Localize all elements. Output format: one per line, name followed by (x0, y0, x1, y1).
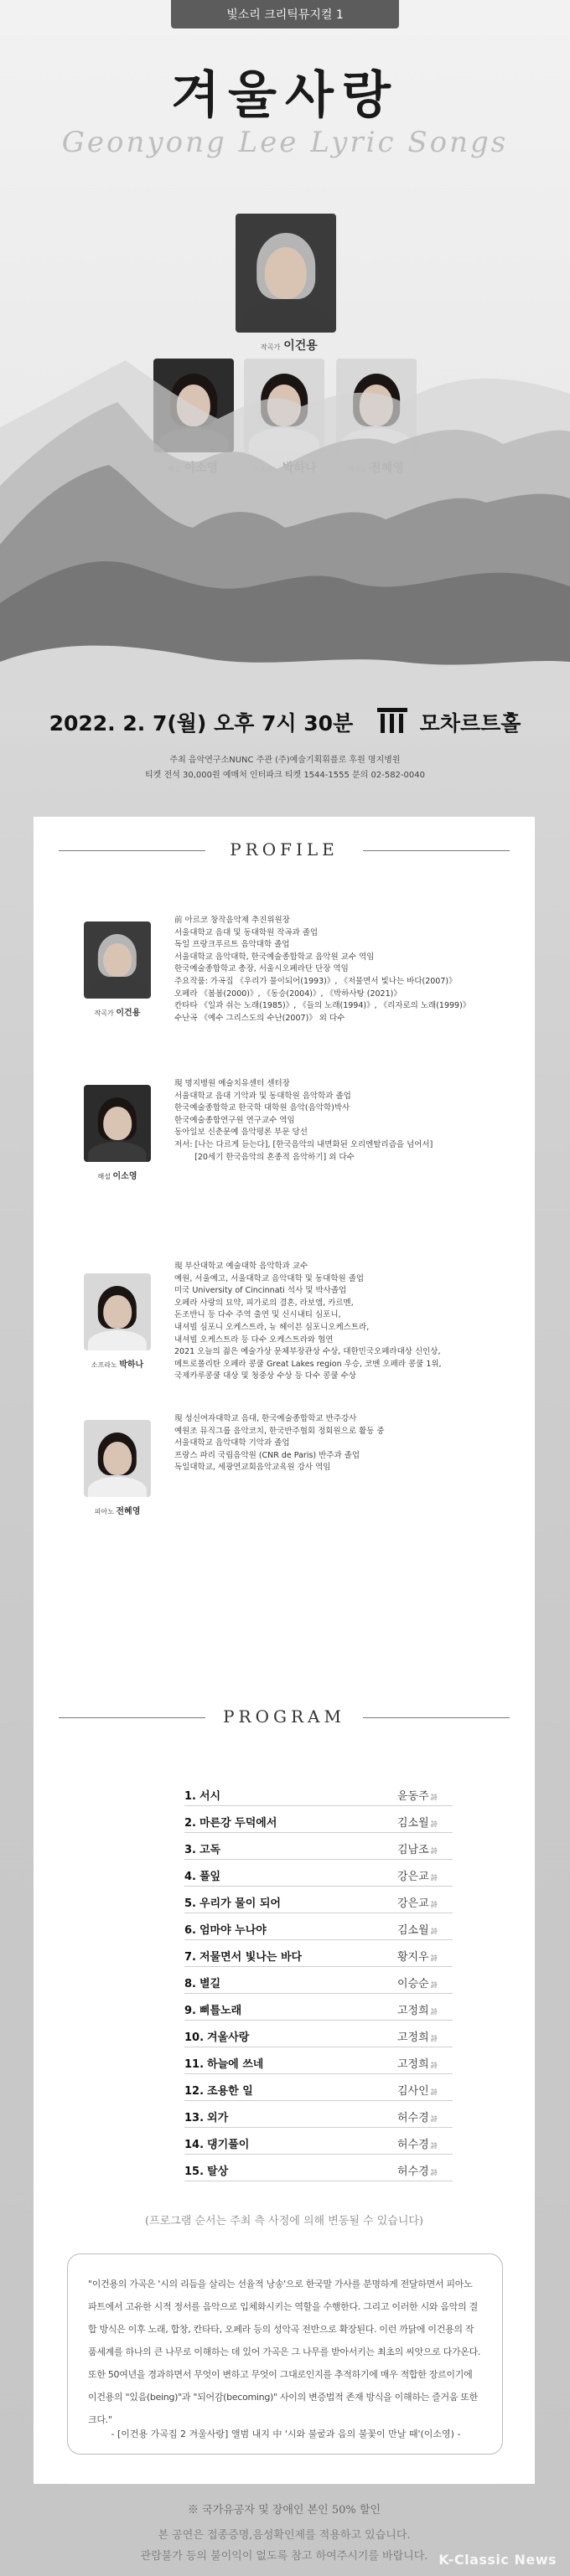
program-song (184, 1948, 302, 1964)
divider (363, 850, 510, 851)
program-number: 13. (184, 2112, 205, 2124)
program-row (184, 1807, 453, 1833)
poem-marker: 詩 (430, 1901, 438, 1908)
program-row (184, 2129, 453, 2155)
bio-caption: 작곡가 이건용 (94, 1009, 141, 1018)
poem-marker: 詩 (430, 2142, 438, 2150)
body-shape (88, 1330, 147, 1350)
profile-heading: PROFILE (230, 839, 339, 860)
quote-box (67, 2253, 503, 2455)
poem-marker: 詩 (430, 2169, 438, 2176)
poem-marker: 詩 (430, 1794, 438, 1801)
program-poet (397, 2055, 438, 2071)
poet-name: 김사인 (397, 2085, 429, 2098)
program-title: 겨울사랑 (207, 2031, 250, 2044)
divider (363, 1717, 510, 1718)
poem-marker: 詩 (430, 1847, 438, 1855)
program-number: 1. (184, 1790, 196, 1803)
face-shape (265, 247, 307, 299)
poet-name: 김남조 (397, 1844, 429, 1856)
program-number: 3. (184, 1844, 196, 1856)
bio-line: 서울대학교 음대 기악과 및 동대학원 음악학과 졸업 (174, 1091, 351, 1101)
quote-citation: - [이건용 가곡집 2 겨울사랑] 앨범 내지 中 '시와 불굴과 음의 불꽃이 만날 때'(이소영) - (111, 2429, 461, 2439)
bio-line: 한국예술종합학교 총장, 서울시오페라단 단장 역임 (174, 964, 349, 974)
program-poet (397, 2001, 438, 2017)
program-song (184, 1814, 277, 1830)
covid-notice-2: 관람불가 등의 불이익이 없도록 참고 하여주시기를 바랍니다. (140, 2550, 428, 2563)
program-title: 저물면서 빛나는 바다 (199, 1951, 303, 1964)
bio-line: 前 아르코 창작음악제 추진위원장 (174, 916, 290, 925)
program-number: 6. (184, 1924, 196, 1937)
quote-text: "이건용의 가곡은 '시의 리듬을 살리는 선율적 낭송'으로 한국말 가사를 분명하게 전달하면서 피아노 파트에서 고유한 시적 정서를 음악으로 입체화시키는 역할을 수행한다. 그리고 이러한 시와 음악의 결합 방식은 이후 노래, 합창, 칸타타, 오페라 등의 성악곡 전반으로 확장된다. 이런 까닭에 이건용의 작품세계를 하나의 큰 나무로 이해하는 데 있어 가곡은 그 나무를 받아서키는 최초의 씨앗으로 다가온다. 또한 50여년을 경과하면서 무엇이 변하고 무엇이 그대로인지를 추적하기에 매우 적합한 장르이기에 이건용의 "있음(being)"과 "되어감(becoming)" 사이의 변증법적 존재 방식을 이해하는 즐거움 또한 크다." (88, 2279, 481, 2425)
program-title: 엄마야 누나야 (199, 1924, 267, 1937)
poet-name: 허수경 (397, 2139, 429, 2151)
ink-mountains-illustration (0, 327, 570, 712)
program-number: 4. (184, 1871, 196, 1883)
program-number: 7. (184, 1951, 196, 1964)
program-song (184, 1787, 220, 1803)
poet-name: 이승순 (397, 1978, 429, 1990)
program-song (184, 2055, 263, 2071)
bio-line: 동아일보 신춘문예 음악평론 부문 당선 (174, 1128, 308, 1138)
program-title: 우리가 물이 되어 (199, 1897, 281, 1910)
content-card (34, 817, 535, 2484)
program-poet (397, 1894, 438, 1910)
divider (67, 2484, 503, 2485)
face-shape (103, 943, 132, 977)
series-tag: 빛소리 크리틱뮤지컬 1 (171, 0, 399, 28)
program-title: 조용한 일 (207, 2085, 253, 2098)
bio-text (174, 1413, 518, 1474)
program-title: 마른강 두덕에서 (199, 1817, 277, 1830)
poet-name: 강은교 (397, 1871, 429, 1883)
program-song (184, 1867, 220, 1883)
poem-marker: 詩 (430, 2008, 438, 2016)
program-number: 11. (184, 2058, 205, 2071)
bio-line: 오페라 《봄봄(2000)》, 《동승(2004)》, 《박하사탕 (2021)》 (174, 989, 402, 999)
poet-name: 고정희 (397, 2031, 429, 2044)
bio-line: 미국 University of Cincinnati 석사 및 박사졸업 (174, 1286, 347, 1296)
poem-marker: 詩 (430, 1820, 438, 1828)
venue-name: 모차르트홀 (419, 711, 521, 736)
program-row (184, 1834, 453, 1860)
bio-line: 내셔빌 심포니 오케스트라, 뉴 헤이븐 심포니오케스트라, (174, 1322, 370, 1332)
poem-marker: 詩 (430, 2115, 438, 2123)
bio-line: 프랑스 파리 국립음악원 (CNR de Paris) 반주과 졸업 (174, 1450, 360, 1460)
program-poet (397, 1975, 438, 1990)
program-row (184, 1887, 453, 1913)
poem-marker: 詩 (430, 1874, 438, 1882)
bio-photo-soprano (84, 1273, 151, 1350)
poem-marker: 詩 (430, 1928, 438, 1935)
bio-line: 現 부산대학교 예술대학 음악학과 교수 (174, 1262, 308, 1271)
program-row (184, 1968, 453, 1994)
bio-line: 現 명지병원 예술치유센터 센터장 (174, 1079, 290, 1088)
program-number: 9. (184, 2005, 196, 2017)
program-poet (397, 1787, 438, 1803)
program-song (184, 1894, 281, 1910)
face-shape (103, 1442, 132, 1475)
poet-name: 고정희 (397, 2005, 429, 2017)
bio-line: 돈조반니 등 다수 주역 출연 및 신시내티 심포니, (174, 1310, 341, 1320)
program-title: 서시 (199, 1790, 221, 1803)
program-number: 8. (184, 1978, 196, 1990)
bio-photo-commentator (84, 1085, 151, 1162)
poem-marker: 詩 (430, 2088, 438, 2096)
bio-line: 메트로폴리탄 오페라 콩쿨 Great Lakes region 우승, 코벤 오페라 콩쿨 1위, (174, 1359, 442, 1369)
bio-line: 수난곡 《예수 그리스도의 수난(2007)》 외 다수 (174, 1013, 345, 1023)
face-shape (103, 1107, 132, 1140)
poem-marker: 詩 (430, 2035, 438, 2042)
program-poet (397, 2109, 438, 2124)
program-song (184, 1975, 220, 1990)
organizers-line: 주최 음악연구소NUNC 주관 (주)예술기획휘플로 후원 명지병원 (169, 756, 401, 765)
program-number: 14. (184, 2139, 205, 2151)
program-row (184, 1995, 453, 2021)
bio-line: 한국예술종합학교 한국학 대학원 음악(음악학)박사 (174, 1103, 350, 1113)
program-poet (397, 2028, 438, 2044)
bio-line: 서울대학교 음악대학, 한국예술종합학교 음악원 교수 역임 (174, 952, 375, 962)
program-row (184, 2155, 453, 2181)
program-poet (397, 1921, 438, 1937)
discount-notice: ※ 국가유공자 및 장애인 본인 50% 할인 (188, 2504, 381, 2517)
bio-line: 예원, 서울예고, 서울대학교 음악대학 및 동대학원 졸업 (174, 1273, 365, 1283)
bio-text (174, 915, 518, 1025)
bio-line: 저서: [나는 다르게 듣는다], [한국음악의 내면화된 오리엔탈리즘을 넘어서] (174, 1139, 433, 1149)
program-title: 탈상 (207, 2166, 229, 2178)
program-poet (397, 1867, 438, 1883)
program-number: 2. (184, 1817, 196, 1830)
program-song (184, 2001, 241, 2017)
program-number: 15. (184, 2166, 205, 2178)
poet-name: 강은교 (397, 1897, 429, 1910)
program-title: 별길 (199, 1978, 221, 1990)
program-row (184, 2102, 453, 2128)
poem-marker: 詩 (430, 1954, 438, 1962)
bio-line: 現 성신여자대학교 음대, 한국예술종합학교 반주강사 (174, 1414, 357, 1423)
bio-caption: 해설 이소영 (97, 1172, 137, 1181)
program-title: 풀잎 (199, 1871, 221, 1883)
program-row (184, 1780, 453, 1806)
poet-name: 윤동주 (397, 1790, 429, 1803)
bio-line: 독일 프랑크푸르트 음악대학 졸업 (174, 940, 290, 950)
bio-line: 한국예술종합연구원 연구교수 역임 (174, 1115, 295, 1125)
program-title: 삐틀노래 (199, 2005, 242, 2017)
program-number: 10. (184, 2031, 205, 2044)
bio-line: 내셔빌 오케스트라 등 다수 오케스트라와 협연 (174, 1334, 334, 1345)
composer-photo (236, 214, 336, 333)
program-poet (397, 2135, 438, 2151)
program-title: 하늘에 쓰네 (207, 2058, 264, 2071)
main-title: 겨울사랑 (171, 66, 399, 125)
covid-notice: 본 공연은 접종증명,음성확인제를 적용하고 있습니다. (158, 2529, 411, 2542)
program-number: 12. (184, 2085, 205, 2098)
poem-marker: 詩 (430, 1981, 438, 1989)
program-song (184, 2162, 228, 2178)
bio-line: 예원조 뮤직그룹 음악코치, 한국반주협회 정회원으로 활동 중 (174, 1426, 385, 1436)
program-song (184, 2135, 249, 2151)
poet-name: 허수경 (397, 2112, 429, 2124)
bio-line: 칸타타 《일과 쉬는 노래(1985)》, 《들의 노래(1994)》, 《리자로의 노래(1999)》 (174, 1001, 471, 1011)
program-title: 고독 (199, 1844, 221, 1856)
concert-date: 2022. 2. 7(월) 오후 7시 30분 (49, 711, 354, 736)
face-shape (103, 1295, 132, 1329)
bio-text (174, 1261, 518, 1383)
program-poet (397, 1840, 438, 1856)
bio-line: [20세기 한국음악의 혼종적 음악하기] 외 다수 (174, 1152, 355, 1162)
program-number: 5. (184, 1897, 196, 1910)
bio-line: 서울대학교 음악대학 기악과 졸업 (174, 1438, 290, 1448)
program-song (184, 2028, 249, 2044)
program-song (184, 2109, 228, 2124)
date-venue-line (0, 706, 570, 737)
bio-line: 독일대학교, 세광연교회음악교육원 강사 역임 (174, 1463, 331, 1473)
bio-line: 서울대학교 음대 및 동대학원 작곡과 졸업 (174, 927, 319, 937)
tickets-line: 티켓 전석 30,000원 예매처 인터파크 티켓 1544-1555 문의 02-582-0040 (145, 771, 425, 780)
bio-photo-composer (84, 921, 151, 999)
program-row (184, 1861, 453, 1887)
body-shape (88, 1142, 147, 1162)
program-poet (397, 1948, 438, 1964)
bio-caption: 피아노 전혜영 (94, 1507, 141, 1516)
poet-name: 허수경 (397, 2166, 429, 2178)
poem-marker: 詩 (430, 2062, 438, 2069)
program-song (184, 2082, 253, 2098)
program-note: (프로그램 순서는 주최 측 사정에 의해 변동될 수 있습니다) (144, 2215, 424, 2228)
poet-name: 고정희 (397, 2058, 429, 2071)
poet-name: 황지우 (397, 1951, 429, 1964)
bio-text (174, 1078, 518, 1164)
bio-caption: 소프라노 박하나 (91, 1360, 144, 1370)
mozart-hall-logo-icon (376, 706, 409, 735)
bio-line: 주요작품: 가곡집 《우리가 물이되어(1993)》, 《저물면서 빛나는 바다(2007)》 (174, 976, 457, 986)
bio-line: 2021 오늘의 젊은 예술가상 문체부장관상 수상, 대한민국오페라대상 신인상, (174, 1347, 441, 1357)
bio-line: 오페라 사랑의 묘약, 피가로의 결혼, 라보엠, 카르멘, (174, 1298, 354, 1308)
bio-line: 국제카루콩쿨 대상 및 청중상 수상 등 다수 콩쿨 수상 (174, 1371, 356, 1381)
program-title: 댕기풀이 (207, 2139, 250, 2151)
program-poet (397, 2162, 438, 2178)
body-shape (88, 978, 147, 999)
program-row (184, 2075, 453, 2101)
program-row (184, 2048, 453, 2074)
program-song (184, 1840, 220, 1856)
composer-caption: 작곡가 이건용 (261, 339, 318, 353)
program-poet (397, 1814, 438, 1830)
watermark-text: K-Classic News (438, 2552, 557, 2568)
sub-title: Geonyong Lee Lyric Songs (61, 126, 509, 159)
bio-photo-pianist (84, 1420, 151, 1497)
program-row (184, 1914, 453, 1940)
program-row (184, 2021, 453, 2047)
program-song (184, 1921, 267, 1937)
poet-name: 김소월 (397, 1924, 429, 1937)
program-row (184, 1941, 453, 1967)
body-shape (88, 1477, 147, 1497)
program-poet (397, 2082, 438, 2098)
program-heading: PROGRAM (223, 1706, 345, 1727)
poet-name: 김소월 (397, 1817, 429, 1830)
program-title: 외가 (207, 2112, 229, 2124)
